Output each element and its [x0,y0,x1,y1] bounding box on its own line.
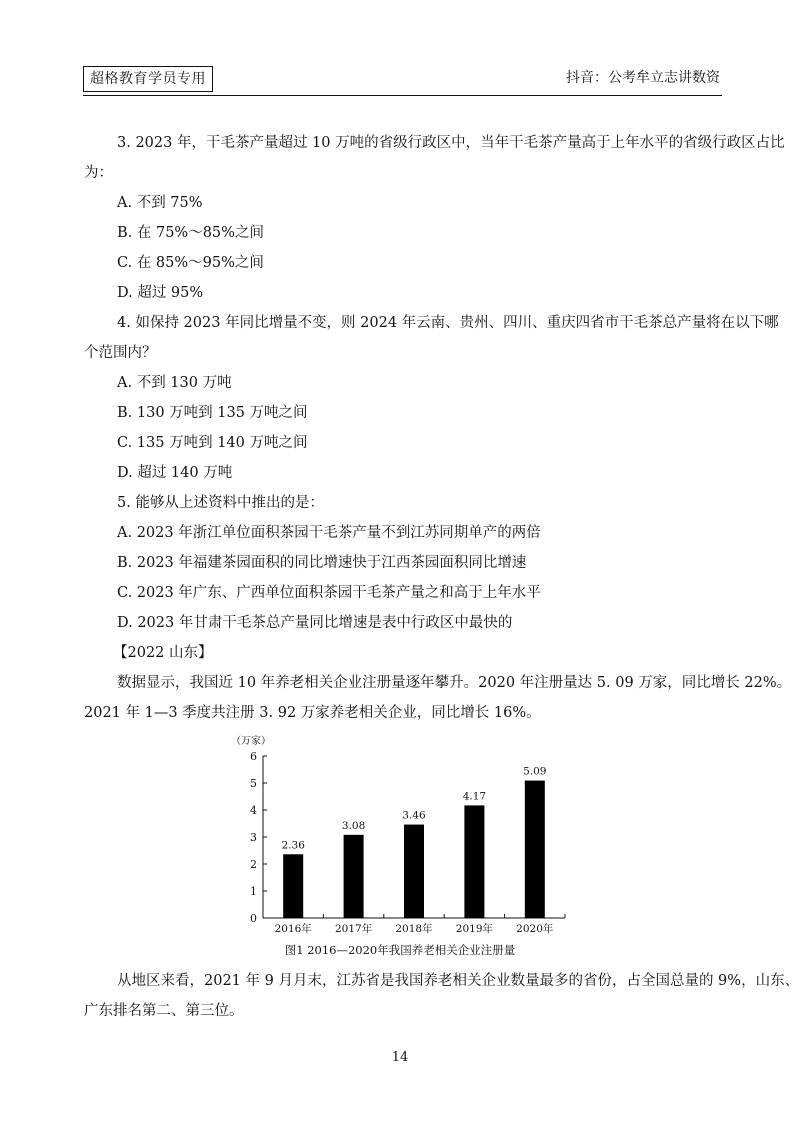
header-author: 抖音：公考牟立志讲数资 [566,70,720,86]
y-tick-label: 2 [250,858,257,871]
page-number: 14 [391,1050,409,1065]
q5-stem: 5. 能够从上述资料中推出的是： [117,495,324,511]
q4-stem: 4. 如保持 2023 年同比增量不变，则 2024 年云南、贵州、四川、重庆四省市干毛茶总产量将在以下哪 [117,315,779,331]
x-tick-label: 2017年 [334,923,373,935]
bar-value-label: 2.36 [281,839,305,852]
q3-option-c: C. 在 85%～95%之间 [117,255,264,271]
bar-2018年 [404,825,424,918]
q5-option-c: C. 2023 年广东、广西单位面积茶园干毛茶产量之和高于上年水平 [117,585,541,601]
bar-2017年 [344,835,364,918]
bar-value-label: 4.17 [462,790,487,803]
x-tick-label: 2016年 [274,923,312,935]
header-divider [83,95,722,96]
q4-option-b: B. 130 万吨到 135 万吨之间 [117,405,308,421]
q5-option-b: B. 2023 年福建茶园面积的同比增速快于江西茶园面积同比增速 [117,555,527,571]
y-tick-label: 0 [250,912,257,925]
q4-option-a: A. 不到 130 万吨 [117,375,232,391]
q4-option-c: C. 135 万吨到 140 万吨之间 [117,435,308,451]
y-tick-label: 4 [250,804,257,817]
chart-caption: 图1 2016—2020年我国养老相关企业注册量 [284,943,516,957]
section-para1-cont: 2021 年 1—3 季度共注册 3. 92 万家养老相关企业，同比增长 16%。 [84,705,541,721]
bar-2020年 [525,781,545,918]
section-para2-cont: 广东排名第二、第三位。 [84,1003,244,1019]
q4-option-d: D. 超过 140 万吨 [117,465,233,481]
bar-value-label: 3.46 [402,809,426,822]
header-badge: 超格教育学员专用 [83,66,213,92]
q5-option-a: A. 2023 年浙江单位面积茶园干毛茶产量不到江苏同期单产的两倍 [117,525,541,541]
q3-stem-cont: 为： [84,165,113,181]
q3-option-b: B. 在 75%～85%之间 [117,225,264,241]
bar-value-label: 5.09 [523,765,547,778]
y-tick-label: 6 [250,750,257,763]
y-tick-label: 3 [250,831,257,844]
section-heading: 【2022 山东】 [113,645,213,661]
y-tick-label: 1 [250,885,257,898]
bar-chart-svg [225,732,585,942]
q3-option-d: D. 超过 95% [117,285,204,301]
bar-chart [225,732,585,964]
bar-value-label: 3.08 [341,819,366,832]
y-tick-label: 5 [250,777,257,790]
x-tick-label: 2019年 [455,923,494,935]
x-tick-label: 2020年 [516,923,554,935]
section-para1: 数据显示，我国近 10 年养老相关企业注册量逐年攀升。2020 年注册量达 5. 09 万家，同比增长 22%。 [117,675,792,691]
q3-stem: 3. 2023 年，干毛茶产量超过 10 万吨的省级行政区中，当年干毛茶产量高于上年水平的省级行政区占比 [117,135,785,151]
bar-2019年 [464,805,484,918]
q5-option-d: D. 2023 年甘肃干毛茶总产量同比增速是表中行政区中最快的 [117,615,513,631]
q4-stem-cont: 个范围内？ [84,345,157,361]
q3-option-a: A. 不到 75% [117,195,203,211]
y-axis-label: （万家） [231,736,271,747]
section-para2: 从地区来看，2021 年 9 月月末，江苏省是我国养老相关企业数量最多的省份，占全国总量的 9%，山东、 [117,973,800,989]
bar-2016年 [283,854,303,918]
x-tick-label: 2018年 [395,923,433,935]
